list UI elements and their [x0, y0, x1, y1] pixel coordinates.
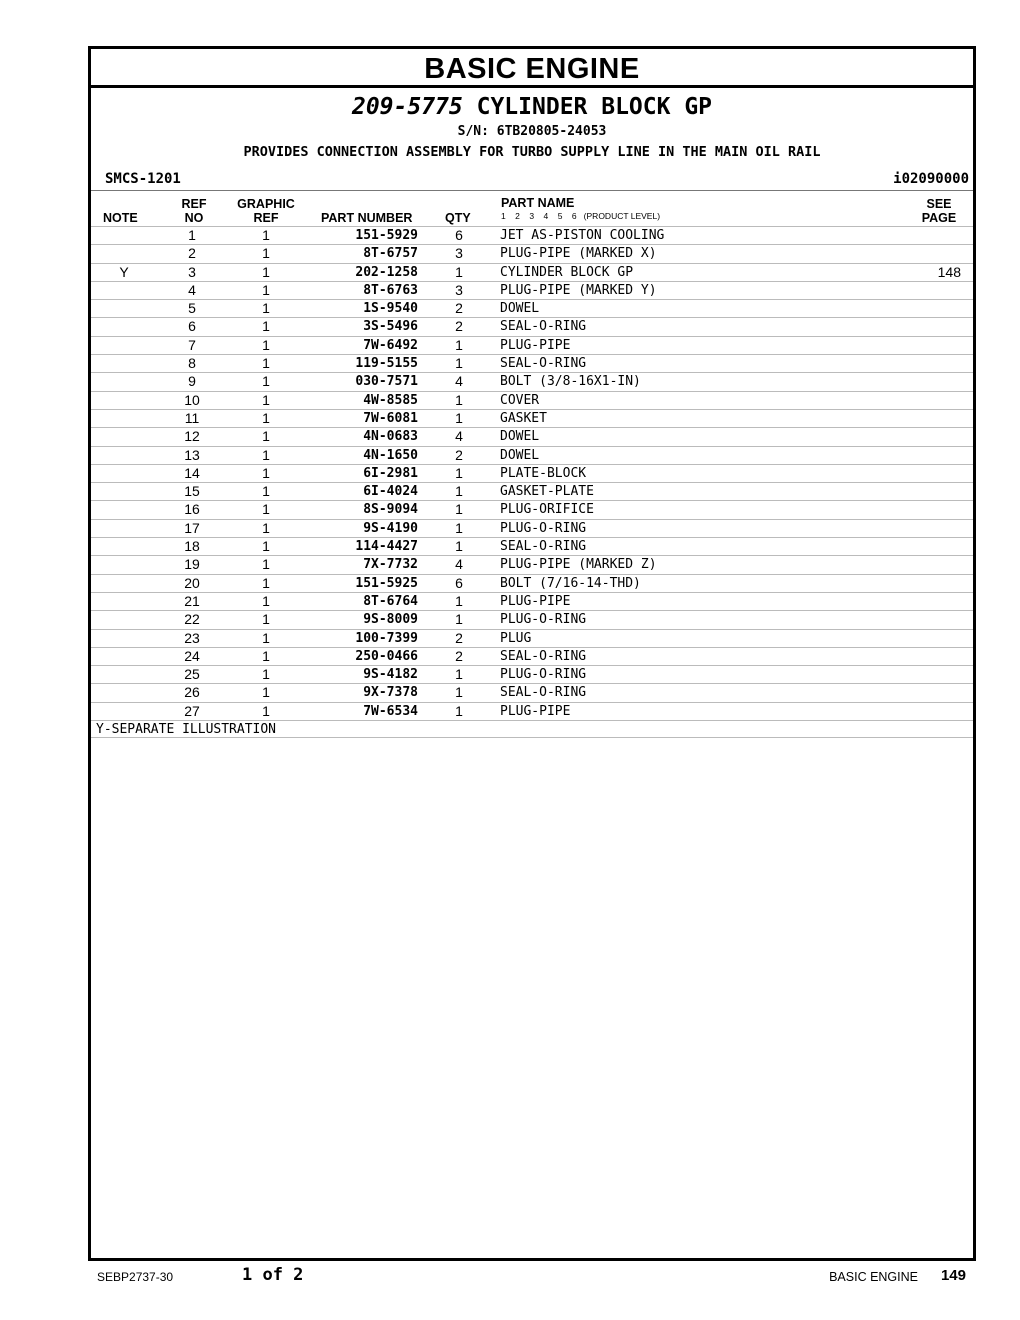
ref-number-cell: 25	[184, 666, 200, 683]
column-header-see-top: SEE	[926, 197, 952, 211]
part-number-cell: 151-5929	[355, 228, 418, 243]
table-row	[91, 683, 973, 701]
quantity-cell: 3	[455, 245, 463, 262]
footer-section-name: BASIC ENGINE	[829, 1270, 918, 1284]
quantity-cell: 4	[455, 373, 463, 390]
part-number-cell: 8T-6757	[363, 246, 418, 262]
ref-number-cell: 27	[184, 702, 200, 719]
ref-number-cell: 7	[188, 336, 196, 353]
graphic-ref-cell: 1	[262, 538, 270, 555]
part-number-cell: 030-7571	[355, 374, 418, 390]
table-row	[91, 317, 973, 335]
part-name-cell: PLUG-PIPE (MARKED X)	[500, 246, 657, 262]
quantity-cell: 1	[455, 666, 463, 683]
ref-number-cell: 12	[184, 428, 200, 445]
page-number: 149	[940, 1267, 966, 1284]
graphic-ref-cell: 1	[262, 684, 270, 701]
part-number-cell: 7W-6534	[363, 703, 418, 719]
part-name-cell: SEAL-O-RING	[500, 648, 587, 664]
quantity-cell: 1	[455, 464, 463, 481]
part-name-cell: GASKET	[500, 410, 547, 426]
graphic-ref-cell: 1	[262, 629, 270, 646]
ref-number-cell: 13	[184, 446, 200, 463]
graphic-ref-cell: 1	[262, 318, 270, 335]
column-header-part-number: PART NUMBER	[321, 211, 413, 225]
graphic-ref-cell: 1	[262, 281, 270, 298]
ref-number-cell: 16	[184, 501, 200, 518]
quantity-cell: 1	[455, 538, 463, 555]
ref-number-cell: 4	[188, 281, 196, 298]
illustration-code: i02090000	[893, 171, 969, 187]
quantity-cell: 1	[455, 409, 463, 426]
part-name-cell: COVER	[500, 392, 540, 408]
part-name-cell: BOLT (7/16-14-THD)	[500, 575, 641, 591]
part-name-cell: GASKET-PLATE	[500, 484, 594, 500]
table-row	[91, 500, 973, 518]
ref-number-cell: 8	[188, 355, 196, 372]
part-number-cell: 8S-9094	[363, 502, 418, 518]
table-row	[91, 555, 973, 573]
table-row	[91, 263, 973, 281]
part-name-cell: PLUG-O-RING	[500, 520, 587, 536]
ref-number-cell: 1	[188, 227, 196, 243]
graphic-ref-cell: 1	[262, 227, 270, 243]
part-name-cell: PLUG-PIPE	[500, 703, 571, 719]
quantity-cell: 2	[455, 629, 463, 646]
quantity-cell: 4	[455, 556, 463, 573]
parts-table	[91, 226, 973, 738]
graphic-ref-cell: 1	[262, 263, 270, 280]
part-number-cell: 4N-0683	[363, 429, 418, 445]
ref-number-cell: 3	[188, 263, 196, 280]
part-name-cell: PLUG-O-RING	[500, 612, 587, 628]
quantity-cell: 3	[455, 281, 463, 298]
ref-number-cell: 11	[184, 409, 200, 426]
table-row	[91, 574, 973, 592]
part-name-cell: PLUG-ORIFICE	[500, 502, 594, 518]
graphic-ref-cell: 1	[262, 647, 270, 664]
table-row	[91, 537, 973, 555]
quantity-cell: 1	[455, 483, 463, 500]
graphic-ref-cell: 1	[262, 483, 270, 500]
part-name-cell: SEAL-O-RING	[500, 319, 587, 335]
graphic-ref-cell: 1	[262, 611, 270, 628]
table-row	[91, 336, 973, 354]
part-number-cell: 6I-4024	[363, 484, 418, 500]
column-header-ref-bottom: NO	[184, 211, 204, 225]
part-number-cell: 7W-6492	[363, 337, 418, 353]
table-row	[91, 372, 973, 390]
part-number-cell: 119-5155	[355, 356, 418, 372]
smcs-code: SMCS-1201	[105, 171, 181, 187]
page-frame	[88, 46, 976, 1261]
quantity-cell: 2	[455, 318, 463, 335]
table-row	[91, 354, 973, 372]
group-description: PROVIDES CONNECTION ASSEMBLY FOR TURBO SUPPLY LINE IN THE MAIN OIL RAIL	[243, 144, 821, 160]
group-name: CYLINDER BLOCK GP	[476, 94, 713, 120]
quantity-cell: 1	[455, 391, 463, 408]
table-row	[91, 665, 973, 683]
table-row	[91, 519, 973, 537]
graphic-ref-cell: 1	[262, 519, 270, 536]
quantity-cell: 2	[455, 647, 463, 664]
part-name-cell: PLUG-PIPE (MARKED Z)	[500, 557, 657, 573]
part-number-cell: 151-5925	[355, 575, 418, 591]
ref-number-cell: 6	[188, 318, 196, 335]
quantity-cell: 1	[455, 263, 463, 280]
table-row	[91, 226, 973, 244]
page-of-indicator: 1 of 2	[242, 1265, 304, 1285]
part-number-cell: 9S-4182	[363, 667, 418, 683]
table-row	[91, 610, 973, 628]
part-number-cell: 6I-2981	[363, 465, 418, 481]
part-name-cell: CYLINDER BLOCK GP	[500, 264, 634, 280]
column-header-see-bottom: PAGE	[921, 211, 957, 225]
graphic-ref-cell: 1	[262, 464, 270, 481]
quantity-cell: 4	[455, 428, 463, 445]
graphic-ref-cell: 1	[262, 428, 270, 445]
column-header-ref-top: REF	[181, 197, 207, 211]
graphic-ref-cell: 1	[262, 336, 270, 353]
graphic-ref-cell: 1	[262, 245, 270, 262]
part-number-cell: 4W-8585	[363, 392, 418, 408]
ref-number-cell: 26	[184, 684, 200, 701]
ref-number-cell: 17	[184, 519, 200, 536]
part-number-cell: 250-0466	[355, 648, 418, 664]
part-name-cell: PLUG-PIPE	[500, 337, 571, 353]
column-header-graphic-bottom: REF	[253, 211, 279, 225]
table-row	[91, 702, 973, 720]
part-name-cell: SEAL-O-RING	[500, 539, 587, 555]
part-name-cell: JET AS-PISTON COOLING	[500, 228, 665, 243]
graphic-ref-cell: 1	[262, 355, 270, 372]
part-name-cell: DOWEL	[500, 301, 540, 317]
part-number-cell: 114-4427	[355, 539, 418, 555]
table-row	[91, 482, 973, 500]
part-number-cell: 9S-8009	[363, 612, 418, 628]
ref-number-cell: 9	[188, 373, 196, 390]
graphic-ref-cell: 1	[262, 574, 270, 591]
part-name-cell: PLATE-BLOCK	[500, 465, 587, 481]
graphic-ref-cell: 1	[262, 446, 270, 463]
graphic-ref-cell: 1	[262, 300, 270, 317]
ref-number-cell: 19	[184, 556, 200, 573]
product-level-scale: 1 2 3 4 5 6 (PRODUCT LEVEL)	[501, 211, 661, 221]
part-name-cell: PLUG-O-RING	[500, 667, 587, 683]
part-number-cell: 8T-6763	[363, 282, 418, 298]
graphic-ref-cell: 1	[262, 409, 270, 426]
graphic-ref-cell: 1	[262, 501, 270, 518]
part-number-cell: 7X-7732	[363, 557, 418, 573]
footnote-row	[91, 720, 973, 738]
column-header-part-name: PART NAME	[501, 196, 575, 210]
quantity-cell: 6	[455, 227, 463, 243]
ref-number-cell: 18	[184, 538, 200, 555]
quantity-cell: 1	[455, 702, 463, 719]
part-number-cell: 4N-1650	[363, 447, 418, 463]
part-name-cell: PLUG	[500, 630, 532, 646]
header-divider	[91, 190, 973, 191]
table-row	[91, 281, 973, 299]
part-number-cell: 1S-9540	[363, 301, 418, 317]
serial-range: S/N: 6TB20805-24053	[457, 124, 607, 139]
graphic-ref-cell: 1	[262, 666, 270, 683]
table-row	[91, 446, 973, 464]
part-number-cell: 8T-6764	[363, 593, 418, 609]
ref-number-cell: 10	[184, 391, 200, 408]
graphic-ref-cell: 1	[262, 702, 270, 719]
table-row	[91, 409, 973, 427]
ref-number-cell: 5	[188, 300, 196, 317]
graphic-ref-cell: 1	[262, 592, 270, 609]
footnote-text: Y-SEPARATE ILLUSTRATION	[96, 722, 277, 738]
quantity-cell: 1	[455, 592, 463, 609]
part-name-cell: PLUG-PIPE	[500, 593, 571, 609]
part-name-cell: SEAL-O-RING	[500, 685, 587, 701]
ref-number-cell: 22	[184, 611, 200, 628]
ref-number-cell: 15	[184, 483, 200, 500]
part-number-cell: 3S-5496	[363, 319, 418, 335]
quantity-cell: 6	[455, 574, 463, 591]
table-row	[91, 299, 973, 317]
quantity-cell: 2	[455, 300, 463, 317]
part-name-cell: BOLT (3/8-16X1-IN)	[500, 374, 641, 390]
part-number-cell: 9X-7378	[363, 685, 418, 701]
quantity-cell: 1	[455, 355, 463, 372]
table-row	[91, 244, 973, 262]
quantity-cell: 1	[455, 611, 463, 628]
quantity-cell: 1	[455, 501, 463, 518]
see-page-cell: 148	[937, 263, 961, 280]
ref-number-cell: 21	[184, 592, 200, 609]
quantity-cell: 2	[455, 446, 463, 463]
table-row	[91, 629, 973, 647]
part-number-cell: 202-1258	[355, 264, 418, 280]
part-name-cell: DOWEL	[500, 429, 540, 445]
table-row	[91, 647, 973, 665]
column-header-qty: QTY	[445, 211, 471, 225]
table-row	[91, 592, 973, 610]
quantity-cell: 1	[455, 519, 463, 536]
part-name-cell: PLUG-PIPE (MARKED Y)	[500, 282, 657, 298]
column-header-graphic-top: GRAPHIC	[237, 197, 295, 211]
ref-number-cell: 20	[184, 574, 200, 591]
column-header-note: NOTE	[103, 211, 138, 225]
table-row	[91, 427, 973, 445]
table-row	[91, 391, 973, 409]
quantity-cell: 1	[455, 336, 463, 353]
graphic-ref-cell: 1	[262, 373, 270, 390]
ref-number-cell: 23	[184, 629, 200, 646]
part-number-cell: 9S-4190	[363, 520, 418, 536]
section-title: BASIC ENGINE	[91, 49, 973, 88]
document-number: SEBP2737-30	[97, 1270, 174, 1284]
note-cell: Y	[119, 263, 129, 280]
graphic-ref-cell: 1	[262, 391, 270, 408]
ref-number-cell: 14	[184, 464, 200, 481]
graphic-ref-cell: 1	[262, 556, 270, 573]
part-name-cell: SEAL-O-RING	[500, 356, 587, 372]
part-number-cell: 100-7399	[355, 630, 418, 646]
group-title	[91, 93, 973, 121]
ref-number-cell: 2	[188, 245, 196, 262]
table-row	[91, 464, 973, 482]
part-number-cell: 7W-6081	[363, 410, 418, 426]
group-part-number: 209-5775	[351, 94, 463, 120]
ref-number-cell: 24	[184, 647, 200, 664]
part-name-cell: DOWEL	[500, 447, 540, 463]
quantity-cell: 1	[455, 684, 463, 701]
